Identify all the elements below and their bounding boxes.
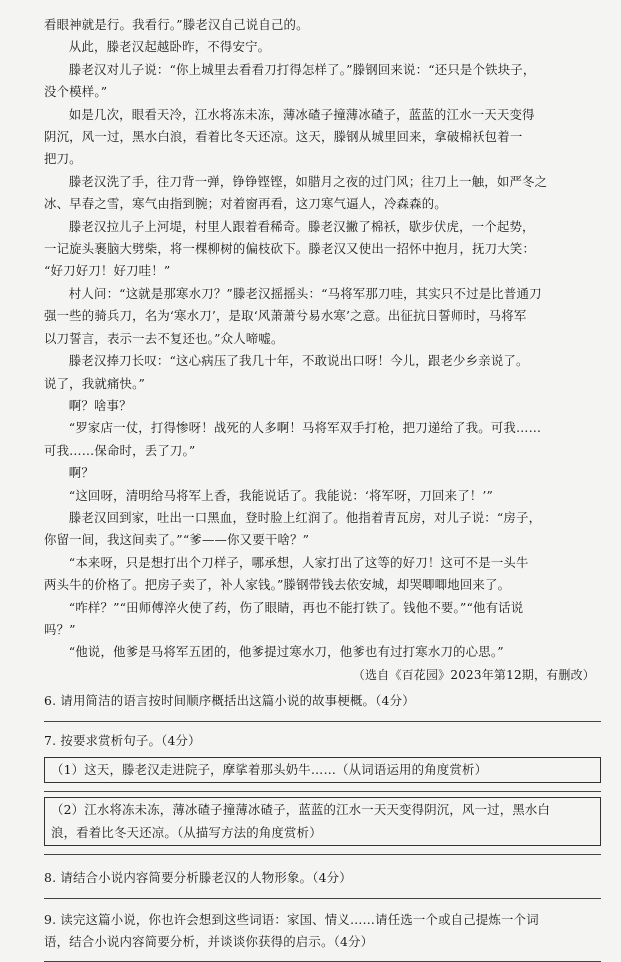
question-7-part-1-box xyxy=(44,757,601,783)
story-line: 没个模样。” xyxy=(44,84,108,100)
question-7-part-2: （2）江水将冻未冻，薄冰碴子撞薄冰碴子，蓝蓝的江水一天天变得阴沉，风一过，黑水白 xyxy=(51,802,551,818)
question-7-part-1: （1）这天，滕老汉走进院子，摩挲着那头奶牛……（从词语运用的角度赏析） xyxy=(51,762,488,777)
story-line: 滕老汉对儿子说：“你上城里去看看刀打得怎样了。”滕钢回来说：“还只是个铁块子， xyxy=(68,61,536,77)
story-line: 村人问：“这就是那寒水刀？”滕老汉摇摇头：“马将军那刀哇，其实只不过是比普通刀 xyxy=(68,285,542,301)
story-line: 两头牛的价格了。把房子卖了，补人家钱。”滕钢带钱去依安城，却哭唧唧地回来了。 xyxy=(44,577,511,593)
story-line: 看眼神就是行。我看行。”滕老汉自己说自己的。 xyxy=(44,17,309,32)
story-line: 冰、早春之雪，寒气由指到腕；对着窗再看，这刀寒气逼人，冷森森的。 xyxy=(44,196,447,212)
story-line: “罗家店一仗，打得惨呀！战死的人多啊！马将军双手打枪，把刀递给了我。可我…… xyxy=(68,420,542,436)
questions xyxy=(44,690,601,962)
story-line: 把刀。 xyxy=(44,151,82,167)
story-line: 阴沉，风一过，黑水白浪，看着比冬天还凉。这天，滕钢从城里回来，拿破棉袄包着一 xyxy=(44,129,523,145)
question-7-part-2: 浪，看着比冬天还凉。（从描写方法的角度赏析） xyxy=(51,824,322,840)
story-line: “好刀好刀！好刀哇！” xyxy=(44,263,171,279)
story-line: 强一些的骑兵刀，名为‘寒水刀’，是取‘风萧萧兮易水寒’之意。出征抗日誓师时，马将军 xyxy=(44,308,527,324)
story-line: 滕老汉回到家，吐出一口黑血，登时脸上红润了。他指着青瓦房，对儿子说：“房子， xyxy=(68,509,542,525)
story-line: “他说，他爹是马将军五团的，他爹提过寒水刀，他爹也有过打寒水刀的心思。” xyxy=(68,644,504,660)
story-line: 滕老汉洗了手，往刀背一弹，铮铮铿铿，如腊月之夜的过门风；往刀上一触，如严冬之 xyxy=(68,173,548,189)
question-6: 6. 请用简洁的语言按时间顺序概括出这篇小说的故事梗概。（4分） xyxy=(44,693,415,709)
question-9: 9. 读完这篇小说，你也许会想到这些词语：家国、情义……请任选一个或自己提炼一个词 xyxy=(44,911,539,927)
story-text xyxy=(44,14,601,686)
story-line: 一记旋头裹脑大劈柴，将一棵柳树的偏枝砍下。滕老汉又使出一招怀中抱月，抚刀大笑： xyxy=(44,241,536,257)
story-line: “咋样？”“田师傅淬火使了药，伤了眼睛，再也不能打铁了。钱他不要。”“他有话说 xyxy=(68,599,524,615)
question-9: 语，结合小说内容简要分析，并谈谈你获得的启示。（4分） xyxy=(44,934,374,950)
question-7-part-2-box xyxy=(44,797,601,846)
story-line: 从此，滕老汉起越卧昨，不得安宁。 xyxy=(68,39,271,55)
story-line: 如是几次，眼看天冷，江水将冻未冻，薄冰碴子撞薄冰碴子，蓝蓝的江水一天天变得 xyxy=(68,106,535,122)
answer-line[interactable] xyxy=(44,854,601,855)
story-line: 说了，我就痛快。” xyxy=(44,375,146,391)
source-citation: （选自《百花园》2023年第12期，有删改） xyxy=(352,667,595,682)
story-line: 可我……保命时，丢了刀。” xyxy=(44,442,196,458)
story-line: 啊？ xyxy=(68,465,94,481)
story-line: 滕老汉捧刀长叹：“这心病压了我几十年，不敢说出口呀！今儿，跟老少乡亲说了。 xyxy=(68,353,529,369)
story-line: 滕老汉拉儿子上河堤，村里人跟着看稀奇。滕老汉撇了棉袄，歇步伏虎，一个起势， xyxy=(68,218,535,234)
story-line: “本来呀，只是想打出个刀样子，哪承想，人家打出了这等的好刀！这可不是一头牛 xyxy=(68,554,529,570)
answer-line[interactable] xyxy=(44,721,601,722)
answer-line[interactable] xyxy=(44,898,601,899)
story-line: 你留一间，我这间卖了。”“爹——你又要干啥？” xyxy=(44,532,310,548)
question-8: 8. 请结合小说内容简要分析滕老汉的人物形象。（4分） xyxy=(44,870,352,886)
story-line: “这回呀，清明给马将军上香，我能说话了。我能说：‘将军呀，刀回来了！’” xyxy=(68,487,494,503)
story-line: 以刀誓言，表示一去不复还也。”众人啼嘘。 xyxy=(44,330,284,346)
answer-line[interactable] xyxy=(44,791,601,792)
question-7: 7. 按要求赏析句子。（4分） xyxy=(44,732,201,748)
story-line: 吗？” xyxy=(44,621,76,637)
story-line: 啊？啥事？ xyxy=(68,397,132,413)
